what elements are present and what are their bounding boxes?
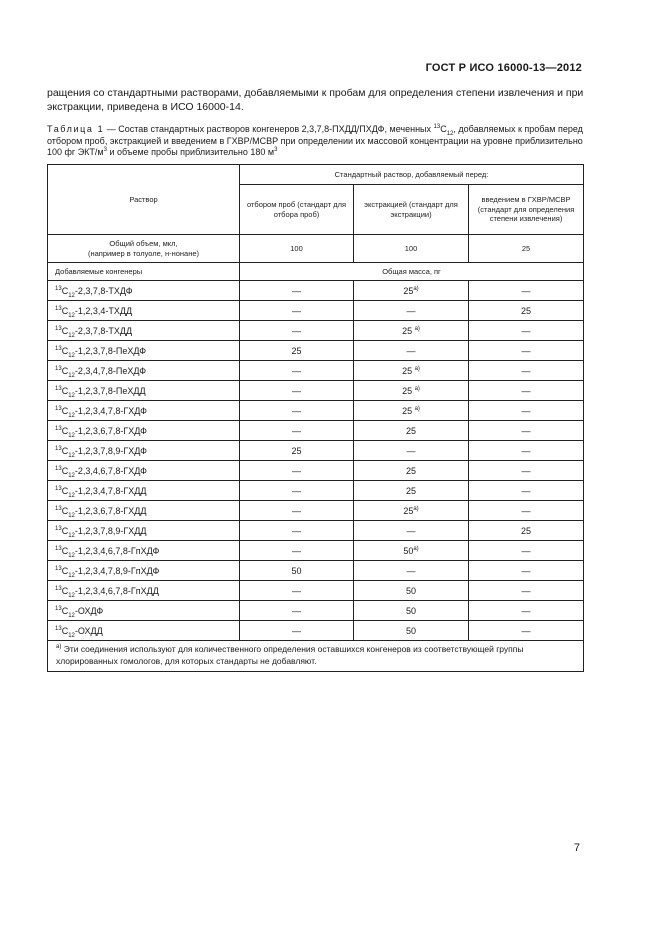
footnote-ref: а)	[413, 285, 419, 292]
isotope-c: C	[61, 505, 69, 516]
isotope-sub: 12	[68, 332, 75, 339]
isotope-c: C	[61, 365, 69, 376]
isotope-c: C	[61, 285, 69, 296]
mass-value	[469, 461, 584, 481]
isotope-c: C	[61, 425, 69, 436]
congener-label: -2,3,7,8-ТХДФ	[74, 285, 133, 296]
mass-value	[240, 601, 354, 621]
footnote-mark: а)	[56, 644, 62, 651]
congener-name	[48, 341, 240, 361]
isotope-sub: 12	[68, 632, 75, 639]
isotope-sub: 12	[68, 592, 75, 599]
mass-value-text: —	[521, 325, 531, 336]
mass-value-text: —	[292, 425, 301, 436]
mass-value-text: —	[292, 405, 301, 416]
document-header: ГОСТ Р ИСО 16000-13—2012	[425, 62, 582, 74]
mass-value	[354, 441, 469, 461]
congener-label: -1,2,3,4,6,7,8-ГпХДД	[74, 585, 159, 596]
mass-value	[469, 321, 584, 341]
isotope-sup: 13	[55, 385, 62, 392]
isotope-sub: 12	[68, 572, 75, 579]
mass-value-text: —	[521, 565, 531, 576]
mass-value-text: —	[292, 545, 301, 556]
isotope-sub: 12	[68, 392, 75, 399]
isotope-c: C	[61, 485, 69, 496]
volume-label: Общий объем, мкл,	[109, 239, 178, 248]
mass-value	[240, 281, 354, 301]
congener-name	[48, 561, 240, 581]
isotope-sub: 12	[68, 292, 75, 299]
mass-value-text: —	[521, 545, 531, 556]
isotope-sup: 13	[55, 305, 62, 312]
mass-value-text: 25	[405, 485, 416, 496]
mass-value-text: —	[521, 405, 531, 416]
mass-value	[240, 621, 354, 641]
isotope-c: C	[61, 465, 69, 476]
mass-value	[240, 561, 354, 581]
table-row	[48, 281, 584, 301]
isotope-sup: 13	[55, 525, 62, 532]
isotope-sub: 12	[68, 512, 75, 519]
mass-value-text: —	[292, 365, 301, 376]
mass-value-text: —	[521, 505, 531, 516]
footnote-ref: а)	[413, 505, 419, 512]
mass-value	[469, 581, 584, 601]
table-row	[48, 541, 584, 561]
table-row	[48, 481, 584, 501]
header-injection: введением в ГХВР/МСВР (стандарт для определения степени извлечения)	[469, 185, 584, 235]
mass-value	[240, 501, 354, 521]
isotope-c: C	[61, 445, 69, 456]
mass-value-text: 25	[291, 345, 302, 356]
mass-value	[469, 281, 584, 301]
page-number: 7	[573, 842, 580, 854]
congener-name	[48, 321, 240, 341]
congener-label: -1,2,3,4-ТХДД	[74, 305, 133, 316]
header-sampling: отбором проб (стандарт для отбора проб)	[240, 185, 354, 235]
mass-value	[354, 541, 469, 561]
congener-label: -1,2,3,4,6,7,8-ГпХДФ	[74, 545, 160, 556]
mass-value-text: —	[521, 585, 531, 596]
congener-label: -ОХДФ	[74, 605, 104, 616]
mass-value-text: 25	[402, 365, 415, 376]
mass-value	[240, 341, 354, 361]
mass-value-text: —	[521, 425, 531, 436]
mass-value	[354, 521, 469, 541]
table-row	[48, 621, 584, 641]
mass-value	[354, 341, 469, 361]
mass-value-text: —	[521, 445, 531, 456]
mass-value	[240, 521, 354, 541]
header-solution: Раствор	[48, 165, 240, 235]
header-extraction: экстракцией (стандарт для экстракции)	[354, 185, 469, 235]
volume-label-cell	[48, 235, 240, 263]
table-row	[48, 401, 584, 421]
congener-name	[48, 401, 240, 421]
mass-value-text: —	[406, 305, 416, 316]
footnote-ref: а)	[413, 545, 419, 552]
mass-value-text: —	[521, 465, 531, 476]
isotope-sub: 12	[68, 432, 75, 439]
mass-value	[354, 461, 469, 481]
volume-injection: 25	[469, 235, 584, 263]
congener-name	[48, 421, 240, 441]
mass-label: Общая масса, пг	[240, 263, 584, 281]
mass-value-text: —	[521, 625, 531, 636]
isotope-sup: 13	[55, 325, 62, 332]
caption-text-b: , добавляемых к пробам перед отбором проб, экстракцией и введением в ГХВР/МСВР при определении их массовой концентрации на уровне приблизительно 100 фг ЭКТ/м	[47, 124, 583, 157]
mass-value-text: 50	[291, 565, 302, 576]
caption-sup-2: 3	[274, 147, 278, 153]
isotope-sup: 13	[55, 405, 62, 412]
mass-value-text: —	[521, 385, 531, 396]
mass-value	[240, 541, 354, 561]
congener-name	[48, 481, 240, 501]
mass-value	[240, 481, 354, 501]
table-row	[48, 521, 584, 541]
footnote-text: Эти соединения используют для количественного определения оставшихся конгенеров из соответствующей группы хлорированных гомологов, для которых стандарты не добавляют.	[56, 644, 524, 666]
mass-value-text: 25	[405, 425, 416, 436]
mass-value	[469, 481, 584, 501]
mass-value	[240, 381, 354, 401]
mass-value-text: —	[406, 525, 416, 536]
mass-value	[240, 581, 354, 601]
volume-sampling: 100	[240, 235, 354, 263]
mass-value-text: 25	[521, 305, 532, 316]
mass-value-text: —	[521, 365, 531, 376]
isotope-sup: 13	[55, 465, 62, 472]
mass-value	[354, 381, 469, 401]
intro-paragraph: ращения со стандартными растворами, добавляемыми к пробам для определения степени извлечения и при экстракции, приведена в ИСО 16000-14.	[47, 87, 584, 113]
congener-label: -1,2,3,7,8-ПеХДФ	[74, 345, 147, 356]
mass-value	[354, 301, 469, 321]
mass-value-text: 25	[402, 325, 415, 336]
footnote	[48, 641, 584, 672]
congener-label: -1,2,3,7,8,9-ГХДД	[74, 525, 147, 536]
mass-value-text: 25	[402, 385, 415, 396]
mass-value-text: 25	[402, 405, 415, 416]
mass-value	[469, 601, 584, 621]
mass-value	[469, 361, 584, 381]
mass-value	[240, 301, 354, 321]
isotope-sup: 13	[55, 505, 62, 512]
congener-name	[48, 501, 240, 521]
isotope-sup: 13	[55, 565, 62, 572]
congener-name	[48, 441, 240, 461]
table-label: Таблица 1	[47, 124, 105, 134]
isotope-sup: 13	[55, 285, 62, 292]
congener-name	[48, 461, 240, 481]
mass-value-text: 25	[403, 285, 414, 296]
isotope-sup: 13	[55, 365, 62, 372]
congener-name	[48, 381, 240, 401]
isotope-sub: 12	[68, 532, 75, 539]
mass-value	[240, 441, 354, 461]
congener-name	[48, 521, 240, 541]
mass-value-text: —	[292, 325, 301, 336]
caption-text-c: и объеме пробы приблизительно 180 м	[106, 147, 275, 157]
isotope-sub: 12	[68, 352, 75, 359]
mass-value	[354, 601, 469, 621]
footnote-ref: а)	[414, 325, 420, 332]
mass-value-text: 25	[521, 525, 532, 536]
mass-value-text: 25	[405, 465, 416, 476]
congener-label: -2,3,7,8-ТХДД	[74, 325, 133, 336]
mass-value-text: —	[521, 485, 531, 496]
mass-value-text: —	[406, 565, 416, 576]
mass-value	[469, 381, 584, 401]
mass-value-text: —	[521, 605, 531, 616]
caption-iso-sub: 12	[446, 130, 454, 137]
congener-name	[48, 541, 240, 561]
table-row	[48, 421, 584, 441]
mass-value-text: —	[292, 605, 301, 616]
mass-value	[354, 501, 469, 521]
mass-value	[469, 401, 584, 421]
mass-value-text: —	[521, 285, 531, 296]
isotope-sub: 12	[68, 552, 75, 559]
mass-value	[469, 301, 584, 321]
mass-value	[354, 421, 469, 441]
mass-value	[469, 421, 584, 441]
header-group: Стандартный раствор, добавляемый перед:	[240, 165, 584, 185]
mass-value	[240, 361, 354, 381]
congener-label: -1,2,3,4,7,8-ГХДФ	[74, 405, 148, 416]
mass-value	[354, 621, 469, 641]
mass-value-text: 50	[405, 605, 416, 616]
isotope-sup: 13	[55, 485, 62, 492]
mass-value-text: 50	[405, 625, 416, 636]
isotope-c: C	[61, 525, 69, 536]
footnote-ref: а)	[414, 405, 420, 412]
mass-value-text: —	[292, 585, 301, 596]
mass-value-text: —	[292, 305, 301, 316]
mass-value-text: —	[292, 525, 301, 536]
mass-value-text: 50	[403, 545, 414, 556]
congener-label: -1,2,3,6,7,8-ГХДФ	[74, 425, 148, 436]
mass-value-text: 25	[291, 445, 302, 456]
isotope-sup: 13	[55, 445, 62, 452]
mass-value	[469, 541, 584, 561]
isotope-sup: 13	[55, 605, 62, 612]
composition-table	[47, 164, 584, 672]
table-row	[48, 301, 584, 321]
congener-label: -1,2,3,6,7,8-ГХДД	[74, 505, 147, 516]
isotope-c: C	[61, 385, 69, 396]
isotope-sub: 12	[68, 472, 75, 479]
mass-value	[240, 461, 354, 481]
isotope-sub: 12	[68, 372, 75, 379]
congener-name	[48, 301, 240, 321]
congener-label: -1,2,3,4,7,8-ГХДД	[74, 485, 147, 496]
congeners-label: Добавляемые конгенеры	[48, 263, 240, 281]
mass-value	[354, 281, 469, 301]
mass-value-text: —	[292, 285, 301, 296]
footnote-ref: а)	[414, 365, 420, 372]
isotope-c: C	[61, 305, 69, 316]
mass-value	[354, 321, 469, 341]
isotope-c: C	[61, 545, 69, 556]
mass-value	[469, 341, 584, 361]
caption-iso-sup: 13	[433, 124, 441, 130]
mass-value-text: —	[406, 445, 416, 456]
isotope-sub: 12	[68, 492, 75, 499]
congener-name	[48, 601, 240, 621]
mass-value	[469, 441, 584, 461]
mass-value-text: —	[292, 485, 301, 496]
caption-iso-c: C	[440, 124, 447, 134]
isotope-c: C	[61, 325, 69, 336]
congener-name	[48, 621, 240, 641]
mass-value	[240, 421, 354, 441]
congener-name	[48, 361, 240, 381]
table-row	[48, 381, 584, 401]
isotope-c: C	[61, 345, 69, 356]
table-row	[48, 581, 584, 601]
volume-label-2: (например в толуоле, н-нонане)	[87, 248, 200, 258]
mass-value-text: —	[292, 465, 301, 476]
mass-value	[354, 481, 469, 501]
table-row	[48, 561, 584, 581]
isotope-sup: 13	[55, 425, 62, 432]
isotope-c: C	[61, 625, 69, 636]
mass-value-text: —	[521, 345, 531, 356]
isotope-sup: 13	[55, 625, 62, 632]
isotope-sup: 13	[55, 585, 62, 592]
table-caption	[47, 124, 587, 159]
mass-value	[354, 361, 469, 381]
congener-label: -2,3,4,7,8-ПеХДФ	[74, 365, 147, 376]
table-row	[48, 601, 584, 621]
volume-extraction: 100	[354, 235, 469, 263]
isotope-sub: 12	[68, 452, 75, 459]
congener-label: -1,2,3,4,7,8,9-ГпХДФ	[74, 565, 160, 576]
table-row	[48, 501, 584, 521]
mass-value	[469, 561, 584, 581]
congener-label: -ОХДД	[74, 625, 103, 636]
footnote-ref: а)	[414, 385, 420, 392]
table-row	[48, 341, 584, 361]
mass-value-text: 50	[405, 585, 416, 596]
footnote-row	[48, 641, 584, 672]
mass-value	[354, 561, 469, 581]
congener-label: -1,2,3,7,8-ПеХДД	[74, 385, 146, 396]
isotope-c: C	[61, 605, 69, 616]
table-row	[48, 321, 584, 341]
mass-value-text: —	[292, 625, 301, 636]
isotope-c: C	[61, 585, 69, 596]
congener-label: -1,2,3,7,8,9-ГХДФ	[74, 445, 148, 456]
table-row	[48, 441, 584, 461]
mass-value-text: —	[292, 505, 301, 516]
congener-name	[48, 581, 240, 601]
mass-value	[469, 501, 584, 521]
isotope-sub: 12	[68, 412, 75, 419]
mass-value	[354, 401, 469, 421]
mass-value	[469, 621, 584, 641]
isotope-sup: 13	[55, 545, 62, 552]
isotope-sup: 13	[55, 345, 62, 352]
congener-label: -2,3,4,6,7,8-ГХДФ	[74, 465, 148, 476]
isotope-c: C	[61, 405, 69, 416]
mass-value	[240, 401, 354, 421]
isotope-c: C	[61, 565, 69, 576]
table-row	[48, 461, 584, 481]
isotope-sub: 12	[68, 312, 75, 319]
table-row	[48, 361, 584, 381]
congener-name	[48, 281, 240, 301]
caption-text-a: — Состав стандартных растворов конгенеров 2,3,7,8-ПХДД/ПХДФ, меченных	[104, 124, 434, 134]
caption-sup-1: 3	[103, 147, 107, 153]
mass-value-text: —	[406, 345, 416, 356]
mass-value	[469, 521, 584, 541]
mass-value	[240, 321, 354, 341]
isotope-sub: 12	[68, 612, 75, 619]
mass-value-text: —	[292, 385, 301, 396]
mass-value	[354, 581, 469, 601]
mass-value-text: 25	[403, 505, 414, 516]
